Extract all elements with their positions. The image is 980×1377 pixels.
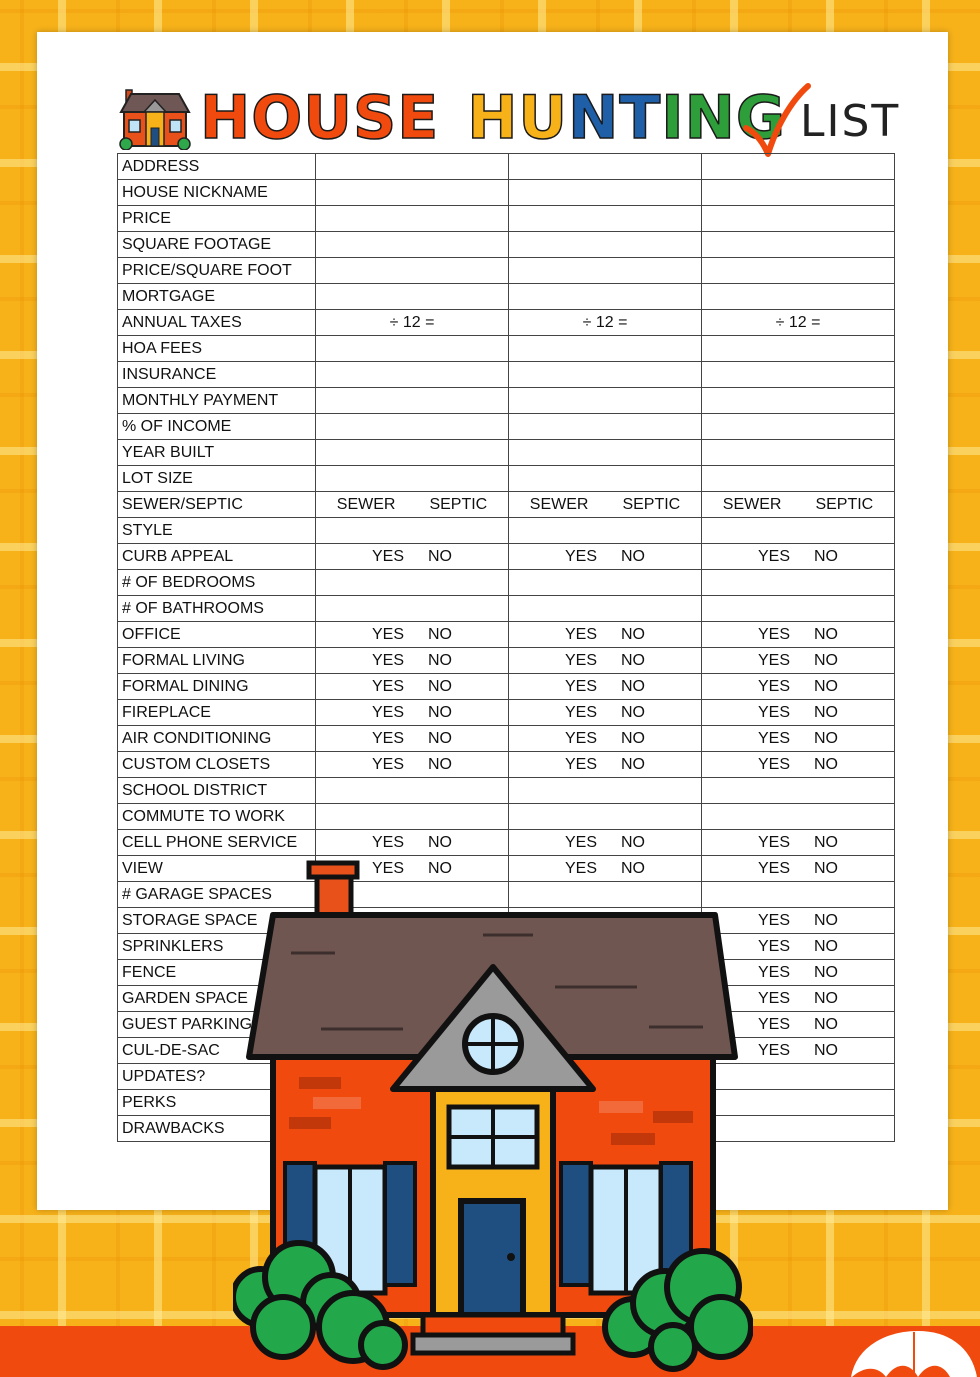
row-label: INSURANCE bbox=[118, 362, 316, 388]
house-cell[interactable] bbox=[509, 544, 702, 570]
row-label: PERKS bbox=[118, 1090, 316, 1116]
yes-option[interactable]: YES bbox=[564, 859, 597, 877]
table-row bbox=[118, 674, 895, 700]
no-option[interactable]: NO bbox=[621, 547, 645, 565]
house-cell[interactable] bbox=[509, 492, 702, 518]
title-letter: H bbox=[200, 83, 252, 153]
house-cell[interactable] bbox=[509, 726, 702, 752]
table-row bbox=[118, 466, 895, 492]
yes-option[interactable]: YES bbox=[757, 989, 790, 1007]
house-cell[interactable] bbox=[702, 544, 895, 570]
no-option[interactable]: NO bbox=[428, 833, 452, 851]
row-label: HOUSE NICKNAME bbox=[118, 180, 316, 206]
house-cell[interactable] bbox=[702, 388, 895, 414]
house-cell[interactable] bbox=[509, 362, 702, 388]
yes-option[interactable]: YES bbox=[757, 859, 790, 877]
house-cell[interactable] bbox=[702, 570, 895, 596]
title-letter: S bbox=[352, 83, 398, 153]
table-row bbox=[118, 310, 895, 336]
row-label: FORMAL DINING bbox=[118, 674, 316, 700]
house-cell[interactable] bbox=[702, 154, 895, 180]
house-cell[interactable] bbox=[316, 310, 509, 336]
table-row bbox=[118, 232, 895, 258]
yes-option[interactable]: YES bbox=[371, 703, 404, 721]
row-label: CURB APPEAL bbox=[118, 544, 316, 570]
septic-option[interactable]: SEPTIC bbox=[815, 495, 874, 513]
no-option[interactable]: NO bbox=[428, 651, 452, 669]
house-cell[interactable] bbox=[316, 336, 509, 362]
no-option[interactable]: NO bbox=[621, 833, 645, 851]
house-cell[interactable] bbox=[509, 206, 702, 232]
row-label: SEWER/SEPTIC bbox=[118, 492, 316, 518]
row-label: # OF BEDROOMS bbox=[118, 570, 316, 596]
house-cell[interactable] bbox=[509, 466, 702, 492]
row-label: ADDRESS bbox=[118, 154, 316, 180]
no-option[interactable]: NO bbox=[428, 729, 452, 747]
house-cell[interactable] bbox=[702, 362, 895, 388]
sewer-option[interactable]: SEWER bbox=[336, 495, 396, 513]
no-option[interactable]: NO bbox=[621, 625, 645, 643]
table-row bbox=[118, 258, 895, 284]
house-cell[interactable] bbox=[509, 154, 702, 180]
divide-by-twelve: ÷ 12 = bbox=[582, 313, 628, 331]
row-label: ANNUAL TAXES bbox=[118, 310, 316, 336]
row-label: % OF INCOME bbox=[118, 414, 316, 440]
house-cell[interactable] bbox=[509, 648, 702, 674]
title-letter: U bbox=[518, 83, 569, 153]
row-label: CUL-DE-SAC bbox=[118, 1038, 316, 1064]
yes-option[interactable]: YES bbox=[564, 729, 597, 747]
house-cell[interactable] bbox=[316, 830, 509, 856]
yes-option[interactable]: YES bbox=[371, 729, 404, 747]
house-cell[interactable] bbox=[702, 804, 895, 830]
row-label: LOT SIZE bbox=[118, 466, 316, 492]
row-label: GUEST PARKING bbox=[118, 1012, 316, 1038]
house-cell[interactable] bbox=[509, 804, 702, 830]
house-cell[interactable] bbox=[316, 596, 509, 622]
house-cell[interactable] bbox=[702, 752, 895, 778]
row-label: HOA FEES bbox=[118, 336, 316, 362]
no-option[interactable]: NO bbox=[814, 963, 838, 981]
sewer-option[interactable]: SEWER bbox=[529, 495, 589, 513]
row-label: PRICE bbox=[118, 206, 316, 232]
title-letter: E bbox=[397, 83, 440, 153]
row-label: STYLE bbox=[118, 518, 316, 544]
house-cell[interactable] bbox=[316, 674, 509, 700]
no-option[interactable]: NO bbox=[814, 911, 838, 929]
house-cell[interactable] bbox=[702, 258, 895, 284]
house-cell[interactable] bbox=[316, 648, 509, 674]
house-cell[interactable] bbox=[702, 284, 895, 310]
table-row bbox=[118, 206, 895, 232]
house-cell[interactable] bbox=[316, 726, 509, 752]
title-letter: N bbox=[568, 83, 620, 153]
yes-option[interactable]: YES bbox=[371, 677, 404, 695]
yes-option[interactable]: YES bbox=[564, 677, 597, 695]
no-option[interactable]: NO bbox=[814, 989, 838, 1007]
house-cell[interactable] bbox=[316, 388, 509, 414]
house-cell[interactable] bbox=[316, 258, 509, 284]
house-cell[interactable] bbox=[509, 752, 702, 778]
yes-option[interactable]: YES bbox=[757, 677, 790, 695]
yes-option[interactable]: YES bbox=[564, 703, 597, 721]
table-row bbox=[118, 388, 895, 414]
row-label: CELL PHONE SERVICE bbox=[118, 830, 316, 856]
table-row bbox=[118, 362, 895, 388]
house-cell[interactable] bbox=[316, 752, 509, 778]
row-label: COMMUTE TO WORK bbox=[118, 804, 316, 830]
septic-option[interactable]: SEPTIC bbox=[622, 495, 681, 513]
row-label: STORAGE SPACE bbox=[118, 908, 316, 934]
table-row bbox=[118, 154, 895, 180]
yes-option[interactable]: YES bbox=[371, 833, 404, 851]
house-cell[interactable] bbox=[702, 700, 895, 726]
row-label: UPDATES? bbox=[118, 1064, 316, 1090]
house-cell[interactable] bbox=[509, 674, 702, 700]
no-option[interactable]: NO bbox=[814, 625, 838, 643]
row-label: SPRINKLERS bbox=[118, 934, 316, 960]
row-label: PRICE/SQUARE FOOT bbox=[118, 258, 316, 284]
no-option[interactable]: NO bbox=[428, 859, 452, 877]
house-cell[interactable] bbox=[316, 622, 509, 648]
row-label: CUSTOM CLOSETS bbox=[118, 752, 316, 778]
no-option[interactable]: NO bbox=[814, 1015, 838, 1033]
house-cell[interactable] bbox=[702, 492, 895, 518]
house-cell[interactable] bbox=[702, 466, 895, 492]
house-cell[interactable] bbox=[702, 726, 895, 752]
title-letter: I bbox=[661, 83, 685, 153]
yes-option[interactable]: YES bbox=[564, 755, 597, 773]
yes-option[interactable]: YES bbox=[757, 755, 790, 773]
table-row bbox=[118, 284, 895, 310]
house-cell[interactable] bbox=[509, 622, 702, 648]
house-cell[interactable] bbox=[316, 492, 509, 518]
no-option[interactable]: NO bbox=[814, 703, 838, 721]
house-cell[interactable] bbox=[509, 570, 702, 596]
umbrella-logo bbox=[848, 1322, 980, 1377]
house-cell[interactable] bbox=[702, 336, 895, 362]
house-cell[interactable] bbox=[702, 518, 895, 544]
sewer-option[interactable]: SEWER bbox=[722, 495, 782, 513]
row-label: FORMAL LIVING bbox=[118, 648, 316, 674]
title-letter: T bbox=[619, 83, 662, 153]
title-text bbox=[200, 83, 787, 153]
title-letter: N bbox=[684, 83, 736, 153]
table-row bbox=[118, 752, 895, 778]
yes-option[interactable]: YES bbox=[564, 651, 597, 669]
house-cell[interactable] bbox=[316, 284, 509, 310]
table-row bbox=[118, 336, 895, 362]
no-option[interactable]: NO bbox=[814, 833, 838, 851]
house-cell[interactable] bbox=[509, 232, 702, 258]
yes-option[interactable]: YES bbox=[757, 625, 790, 643]
house-cell[interactable] bbox=[316, 804, 509, 830]
house-cell[interactable] bbox=[509, 258, 702, 284]
table-row bbox=[118, 596, 895, 622]
row-label: # GARAGE SPACES bbox=[118, 882, 316, 908]
house-cell[interactable] bbox=[702, 440, 895, 466]
no-option[interactable]: NO bbox=[621, 651, 645, 669]
yes-option[interactable]: YES bbox=[371, 625, 404, 643]
no-option[interactable]: NO bbox=[428, 677, 452, 695]
house-cell[interactable] bbox=[316, 700, 509, 726]
yes-option[interactable]: YES bbox=[757, 1015, 790, 1033]
row-label: DRAWBACKS bbox=[118, 1116, 316, 1142]
no-option[interactable]: NO bbox=[814, 547, 838, 565]
row-label: GARDEN SPACE bbox=[118, 986, 316, 1012]
no-option[interactable]: NO bbox=[428, 703, 452, 721]
house-cell[interactable] bbox=[702, 310, 895, 336]
yes-option[interactable]: YES bbox=[564, 547, 597, 565]
yes-option[interactable]: YES bbox=[757, 963, 790, 981]
house-cell[interactable] bbox=[509, 310, 702, 336]
house-cell[interactable] bbox=[702, 830, 895, 856]
house-cell[interactable] bbox=[702, 778, 895, 804]
yes-option[interactable]: YES bbox=[371, 755, 404, 773]
table-row bbox=[118, 804, 895, 830]
septic-option[interactable]: SEPTIC bbox=[429, 495, 488, 513]
no-option[interactable]: NO bbox=[621, 703, 645, 721]
title-letter: H bbox=[467, 83, 519, 153]
house-cell[interactable] bbox=[316, 362, 509, 388]
yes-option[interactable]: YES bbox=[564, 625, 597, 643]
row-label: # OF BATHROOMS bbox=[118, 596, 316, 622]
table-row bbox=[118, 622, 895, 648]
house-cell[interactable] bbox=[702, 180, 895, 206]
title-letter: O bbox=[251, 83, 304, 153]
page-title bbox=[118, 82, 901, 157]
table-row bbox=[118, 570, 895, 596]
house-cell[interactable] bbox=[316, 414, 509, 440]
house-cell[interactable] bbox=[316, 232, 509, 258]
divide-by-twelve: ÷ 12 = bbox=[775, 313, 821, 331]
house-cell[interactable] bbox=[509, 440, 702, 466]
house-cell[interactable] bbox=[316, 544, 509, 570]
house-cell[interactable] bbox=[509, 336, 702, 362]
house-cell[interactable] bbox=[509, 596, 702, 622]
house-cell[interactable] bbox=[316, 518, 509, 544]
table-row bbox=[118, 726, 895, 752]
house-cell[interactable] bbox=[509, 518, 702, 544]
table-row bbox=[118, 648, 895, 674]
row-label: OFFICE bbox=[118, 622, 316, 648]
house-cell[interactable] bbox=[509, 778, 702, 804]
yes-option[interactable]: YES bbox=[371, 859, 404, 877]
list-word: LIST bbox=[800, 96, 901, 147]
house-cell[interactable] bbox=[702, 232, 895, 258]
yes-option[interactable]: YES bbox=[371, 651, 404, 669]
table-row bbox=[118, 544, 895, 570]
divide-by-twelve: ÷ 12 = bbox=[389, 313, 435, 331]
title-letter: U bbox=[303, 83, 353, 153]
no-option[interactable]: NO bbox=[814, 729, 838, 747]
table-row bbox=[118, 180, 895, 206]
table-row bbox=[118, 518, 895, 544]
house-cell[interactable] bbox=[509, 700, 702, 726]
house-cell[interactable] bbox=[316, 778, 509, 804]
row-label: VIEW bbox=[118, 856, 316, 882]
house-illustration bbox=[233, 857, 753, 1377]
house-cell[interactable] bbox=[509, 284, 702, 310]
table-row bbox=[118, 830, 895, 856]
table-row bbox=[118, 700, 895, 726]
yes-option[interactable]: YES bbox=[757, 547, 790, 565]
no-option[interactable]: NO bbox=[814, 937, 838, 955]
house-cell[interactable] bbox=[509, 830, 702, 856]
no-option[interactable]: NO bbox=[621, 859, 645, 877]
house-cell[interactable] bbox=[702, 648, 895, 674]
yes-option[interactable]: YES bbox=[757, 703, 790, 721]
no-option[interactable]: NO bbox=[814, 755, 838, 773]
no-option[interactable]: NO bbox=[621, 755, 645, 773]
no-option[interactable]: NO bbox=[814, 677, 838, 695]
table-row bbox=[118, 778, 895, 804]
row-label: MONTHLY PAYMENT bbox=[118, 388, 316, 414]
table-row bbox=[118, 440, 895, 466]
yes-option[interactable]: YES bbox=[757, 833, 790, 851]
no-option[interactable]: NO bbox=[428, 625, 452, 643]
yes-option[interactable]: YES bbox=[757, 651, 790, 669]
yes-option[interactable]: YES bbox=[757, 1041, 790, 1059]
house-cell[interactable] bbox=[509, 414, 702, 440]
table-row bbox=[118, 492, 895, 518]
small-house-icon bbox=[118, 84, 192, 150]
house-cell[interactable] bbox=[702, 414, 895, 440]
yes-option[interactable]: YES bbox=[757, 937, 790, 955]
house-cell[interactable] bbox=[316, 154, 509, 180]
house-cell[interactable] bbox=[509, 388, 702, 414]
row-label: YEAR BUILT bbox=[118, 440, 316, 466]
no-option[interactable]: NO bbox=[814, 1041, 838, 1059]
house-cell[interactable] bbox=[316, 440, 509, 466]
title-letter: G bbox=[735, 83, 787, 153]
table-row bbox=[118, 414, 895, 440]
row-label: SQUARE FOOTAGE bbox=[118, 232, 316, 258]
no-option[interactable]: NO bbox=[621, 729, 645, 747]
house-cell[interactable] bbox=[702, 206, 895, 232]
house-cell[interactable] bbox=[316, 206, 509, 232]
house-cell[interactable] bbox=[702, 622, 895, 648]
no-option[interactable]: NO bbox=[814, 651, 838, 669]
no-option[interactable]: NO bbox=[428, 547, 452, 565]
row-label: FENCE bbox=[118, 960, 316, 986]
no-option[interactable]: NO bbox=[814, 859, 838, 877]
yes-option[interactable]: YES bbox=[757, 911, 790, 929]
no-option[interactable]: NO bbox=[428, 755, 452, 773]
house-cell[interactable] bbox=[316, 570, 509, 596]
yes-option[interactable]: YES bbox=[564, 833, 597, 851]
row-label: FIREPLACE bbox=[118, 700, 316, 726]
house-cell[interactable] bbox=[316, 466, 509, 492]
house-cell[interactable] bbox=[509, 180, 702, 206]
row-label: AIR CONDITIONING bbox=[118, 726, 316, 752]
yes-option[interactable]: YES bbox=[371, 547, 404, 565]
house-cell[interactable] bbox=[702, 674, 895, 700]
yes-option[interactable]: YES bbox=[757, 729, 790, 747]
no-option[interactable]: NO bbox=[621, 677, 645, 695]
house-cell[interactable] bbox=[316, 180, 509, 206]
house-cell[interactable] bbox=[702, 596, 895, 622]
row-label: MORTGAGE bbox=[118, 284, 316, 310]
row-label: SCHOOL DISTRICT bbox=[118, 778, 316, 804]
